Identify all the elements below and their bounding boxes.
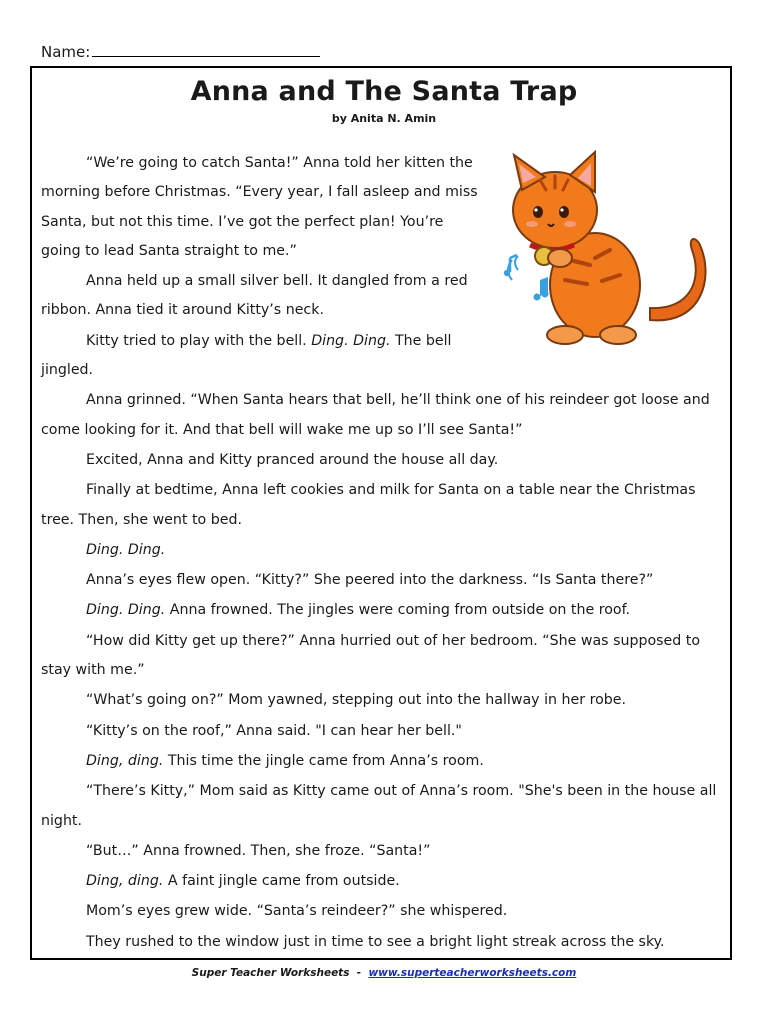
sound-effect: Ding. Ding.	[86, 541, 166, 558]
story-title: Anna and The Santa Trap	[190, 76, 578, 107]
paragraph	[41, 866, 725, 896]
paragraph: “We’re going to catch Santa!” Anna told her kitten the morning before Christmas. “Every year, I fall asleep and miss Santa, but not this time. I’ve got the perfect plan! You’re going to lead Santa straight to me.”	[41, 155, 478, 259]
paragraph: They rushed to the window just in time to see a bright light streak across the sky.	[86, 933, 665, 950]
name-blank-line[interactable]	[92, 41, 320, 57]
story-byline: by Anita N. Amin	[331, 112, 437, 125]
footer-link[interactable]: www.superteacherworksheets.com	[368, 967, 577, 979]
paragraph	[41, 746, 725, 776]
paragraph-text: The bell jingled.	[41, 332, 452, 379]
name-field	[41, 41, 320, 61]
paragraph: “There’s Kitty,” Mom said as Kitty came out of Anna’s room. "She's been in the house all night.	[41, 783, 717, 829]
name-label: Name:	[41, 43, 91, 61]
paragraph: “But…” Anna frowned. Then, she froze. “Santa!”	[86, 842, 431, 859]
footer-separator: -	[356, 967, 362, 979]
paragraph-text: This time the jingle came from Anna’s room.	[163, 752, 484, 769]
page-footer	[0, 967, 768, 979]
paragraph	[41, 595, 725, 625]
footer-brand: Super Teacher Worksheets	[191, 967, 350, 979]
paragraph: Anna grinned. “When Santa hears that bell, he’ll think one of his reindeer got loose and come looking for it. And that bell will wake me up so I’ll see Santa!”	[41, 392, 710, 438]
paragraph-text: Anna frowned. The jingles were coming from outside on the roof.	[165, 602, 631, 619]
paragraph: Anna held up a small silver bell. It dangled from a red ribbon. Anna tied it around Kitty’s neck.	[41, 273, 468, 319]
story-body	[41, 148, 725, 957]
paragraph: “Kitty’s on the roof,” Anna said. "I can hear her bell."	[86, 722, 462, 739]
paragraph: Excited, Anna and Kitty pranced around the house all day.	[86, 451, 499, 468]
paragraph: Anna’s eyes flew open. “Kitty?” She peered into the darkness. “Is Santa there?”	[86, 572, 654, 589]
sound-effect: Ding. Ding.	[86, 602, 166, 619]
paragraph	[41, 535, 725, 565]
paragraph-text: A faint jingle came from outside.	[163, 873, 400, 890]
paragraph: Finally at bedtime, Anna left cookies and milk for Santa on a table near the Christmas tree. Then, she went to bed.	[41, 482, 696, 528]
paragraph	[41, 326, 461, 386]
paragraph: “What’s going on?” Mom yawned, stepping out into the hallway in her robe.	[86, 692, 627, 709]
paragraph: Mom’s eyes grew wide. “Santa’s reindeer?” she whispered.	[86, 903, 508, 920]
paragraph-text: Kitty tried to play with the bell.	[86, 332, 312, 349]
paragraph: “How did Kitty get up there?” Anna hurried out of her bedroom. “She was supposed to stay with me.”	[41, 632, 701, 679]
sound-effect: Ding, ding.	[86, 873, 164, 890]
sound-effect: Ding. Ding.	[311, 332, 391, 349]
sound-effect: Ding, ding.	[86, 752, 164, 769]
